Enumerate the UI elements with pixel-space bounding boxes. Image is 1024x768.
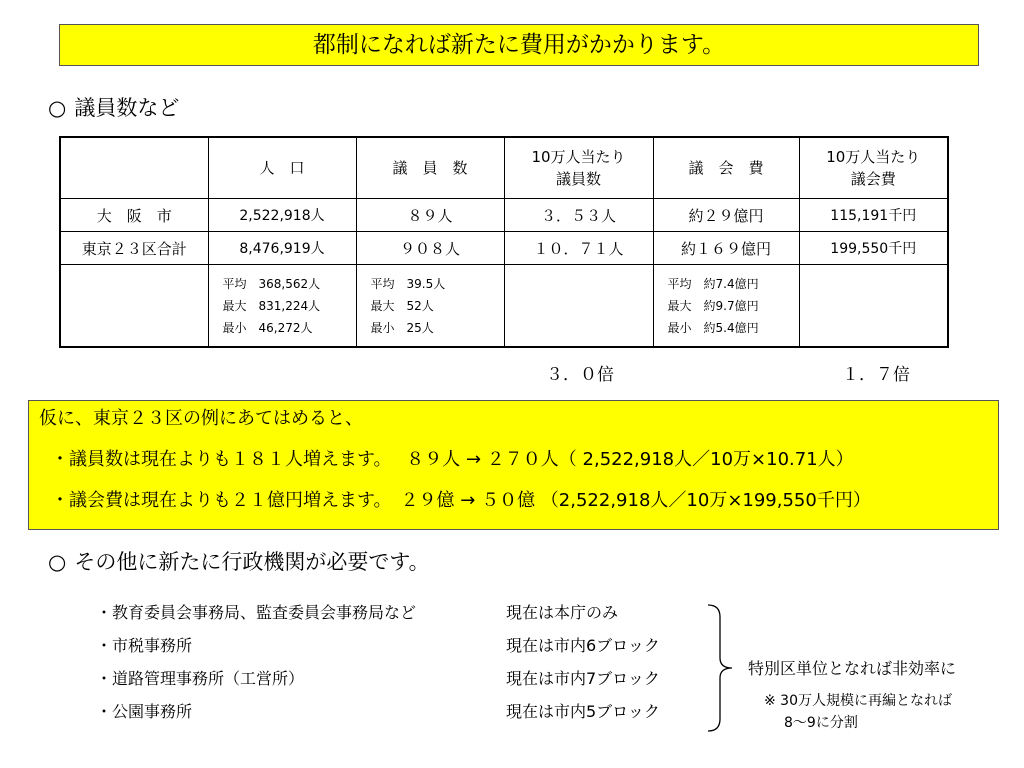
stat-line: 平均 39.5人 (370, 276, 446, 291)
footnote-line: 8～9に分割 (784, 715, 858, 731)
footnote-line: ※ 30万人規模に再編となれば (764, 693, 952, 709)
ratio-cost: １．７倍 (842, 365, 910, 385)
agency-name: ・教育委員会事務局、監査委員会事務局など (96, 603, 417, 622)
agency-location: 現在は市内6ブロック (506, 636, 660, 655)
table-cell: ８９人 (356, 199, 504, 232)
stat-line: 最小 25人 (370, 320, 434, 335)
table-cell (799, 265, 948, 348)
table-header (504, 137, 653, 199)
table-header: 人 口 (208, 137, 356, 199)
table-header-row (60, 137, 948, 199)
header-line: 10万人当たり (826, 148, 921, 166)
stat-line: 最小 約5.4億円 (667, 320, 759, 335)
table-row (60, 232, 948, 265)
agency-list (96, 600, 660, 732)
list-item (96, 633, 660, 666)
table-header (799, 137, 948, 199)
table-cell: ９０８人 (356, 232, 504, 265)
footnote (764, 690, 952, 734)
stat-line: 最大 52人 (370, 298, 434, 313)
list-item (96, 699, 660, 732)
example-cost-line: ・議会費は現在よりも２１億円増えます。 ２９億 → ５０億 （2,522,918人／10万×199,550千円） (51, 490, 871, 511)
section-heading-members (48, 92, 179, 122)
list-item (96, 666, 660, 699)
table-cell: 大 阪 市 (60, 199, 208, 232)
circle-bullet-icon: ○ (48, 96, 67, 120)
page-title: 都制になれば新たに費用がかかります。 (59, 24, 979, 66)
header-line: 議員数 (555, 170, 601, 188)
section-heading-label: 議員数など (74, 96, 180, 120)
table-cell (504, 265, 653, 348)
agency-location: 現在は本庁のみ (506, 603, 619, 622)
table-cell: 2,522,918人 (208, 199, 356, 232)
stat-line: 最大 831,224人 (222, 298, 321, 313)
example-intro: 仮に、東京２３区の例にあてはめると、 (39, 408, 363, 429)
population-stats-cell (208, 265, 356, 348)
cost-stats-cell (653, 265, 799, 348)
table-cell: 8,476,919人 (208, 232, 356, 265)
table-cell: 東京２３区合計 (60, 232, 208, 265)
header-line: 議会費 (850, 170, 896, 188)
header-line: 10万人当たり (531, 148, 626, 166)
conclusion-text: 特別区単位となれば非効率に (748, 659, 957, 678)
list-item (96, 600, 619, 633)
section-heading-label: その他に新たに行政機関が必要です。 (74, 550, 430, 574)
table-header (60, 137, 208, 199)
stat-line: 平均 約7.4億円 (667, 276, 759, 291)
agency-name: ・公園事務所 (96, 702, 193, 721)
comparison-table (59, 136, 949, 348)
stat-line: 平均 368,562人 (222, 276, 321, 291)
stat-line: 最大 約9.7億円 (667, 298, 759, 313)
table-header: 議 員 数 (356, 137, 504, 199)
stat-line: 最小 46,272人 (222, 320, 313, 335)
members-stats-cell (356, 265, 504, 348)
table-header: 議 会 費 (653, 137, 799, 199)
example-members-line: ・議員数は現在よりも１８１人増えます。 ８９人 → ２７０人（ 2,522,918人／10万×10.71人） (51, 449, 854, 470)
table-cell: 約１６９億円 (653, 232, 799, 265)
table-cell: 115,191千円 (799, 199, 948, 232)
table-cell (60, 265, 208, 348)
agency-name: ・市税事務所 (96, 636, 193, 655)
right-brace-icon (706, 603, 736, 733)
table-cell: ３．５３人 (504, 199, 653, 232)
ratio-members: ３．０倍 (546, 365, 614, 385)
table-cell: 約２９億円 (653, 199, 799, 232)
agency-name: ・道路管理事務所（工営所） (96, 669, 305, 688)
table-row-stats (60, 265, 948, 348)
circle-bullet-icon: ○ (48, 550, 67, 574)
agency-location: 現在は市内7ブロック (506, 669, 660, 688)
table-cell: 199,550千円 (799, 232, 948, 265)
table-cell: １０．７１人 (504, 232, 653, 265)
table-row (60, 199, 948, 232)
section-heading-agencies (48, 546, 430, 576)
example-box (28, 400, 999, 530)
agency-location: 現在は市内5ブロック (506, 702, 660, 721)
